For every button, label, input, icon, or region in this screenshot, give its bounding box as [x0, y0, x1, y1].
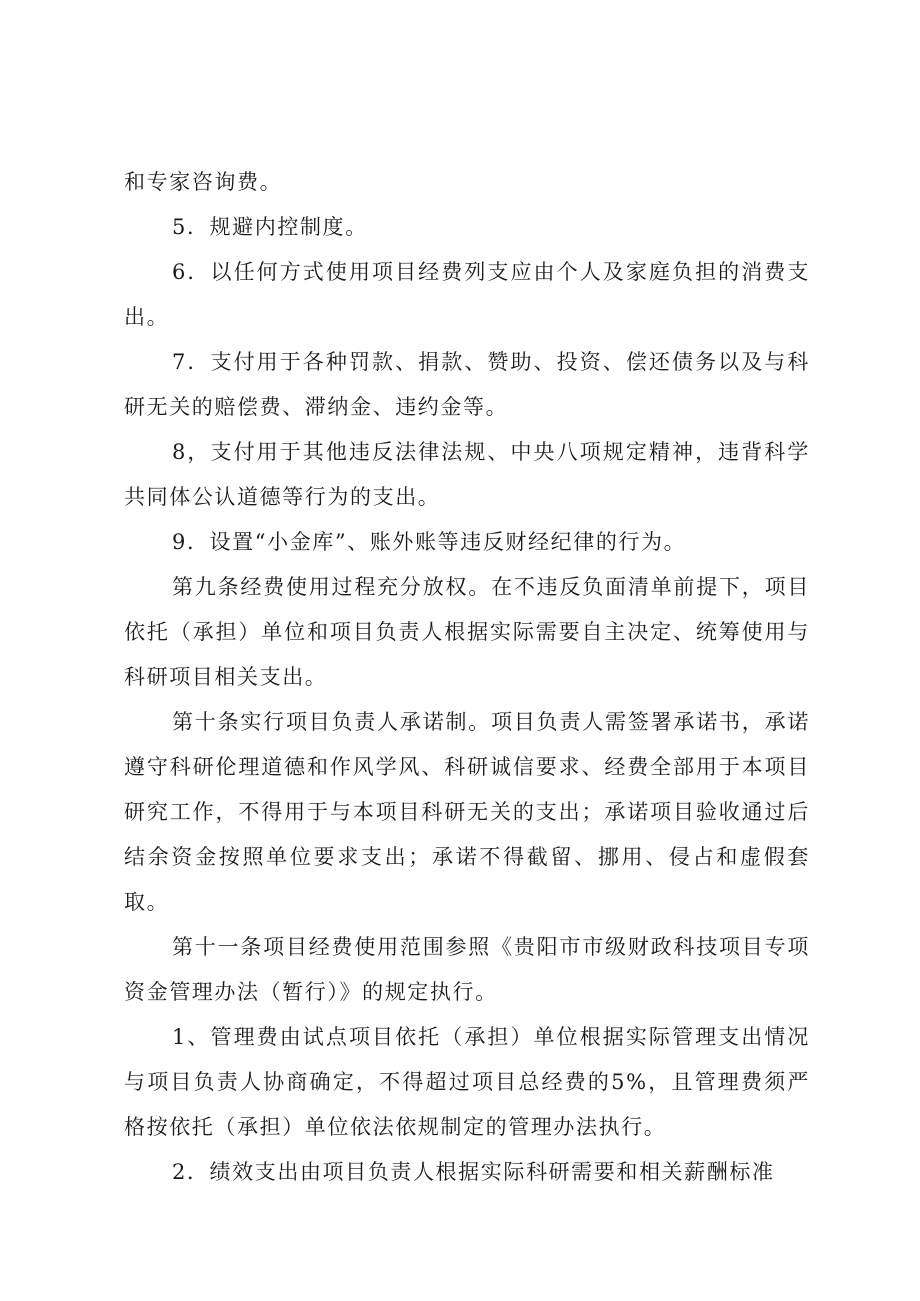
paragraph-continuation: 和专家咨询费。 [124, 170, 283, 194]
list-item-8: 8，支付用于其他违反法律法规、中央八项规定精神，违背科学共同体公认道德等行为的支出。 [124, 440, 810, 509]
article-11-item-1: 1、管理费由试点项目依托（承担）单位根据实际管理支出情况与项目负责人协商确定，不得超过项目总经费的5%，且管理费须严格按依托（承担）单位依法依规制定的管理办法执行。 [124, 1025, 810, 1139]
list-item-6: 6．以任何方式使用项目经费列支应由个人及家庭负担的消费支出。 [124, 260, 810, 329]
article-10: 第十条实行项目负责人承诺制。项目负责人需签署承诺书，承诺遵守科研伦理道德和作风学风、科研诚信要求、经费全部用于本项目研究工作，不得用于与本项目科研无关的支出；承诺项目验收通过后结余资金按照单位要求支出；承诺不得截留、挪用、侵占和虚假套取。 [124, 710, 810, 914]
list-item-7: 7．支付用于各种罚款、捐款、赞助、投资、偿还债务以及与科研无关的赔偿费、滞纳金、违约金等。 [124, 350, 810, 419]
article-11-item-2: 2．绩效支出由项目负责人根据实际科研需要和相关薪酬标准 [172, 1160, 775, 1184]
article-9: 第九条经费使用过程充分放权。在不违反负面清单前提下，项目依托（承担）单位和项目负责人根据实际需要自主决定、统筹使用与科研项目相关支出。 [124, 575, 810, 689]
document-body [124, 160, 810, 1195]
list-item-5: 5．规避内控制度。 [172, 215, 368, 239]
list-item-9: 9．设置“小金库”、账外账等违反财经纪律的行为。 [172, 530, 687, 554]
article-11: 第十一条项目经费使用范围参照《贵阳市市级财政科技项目专项资金管理办法（暂行）》的规定执行。 [124, 935, 810, 1004]
